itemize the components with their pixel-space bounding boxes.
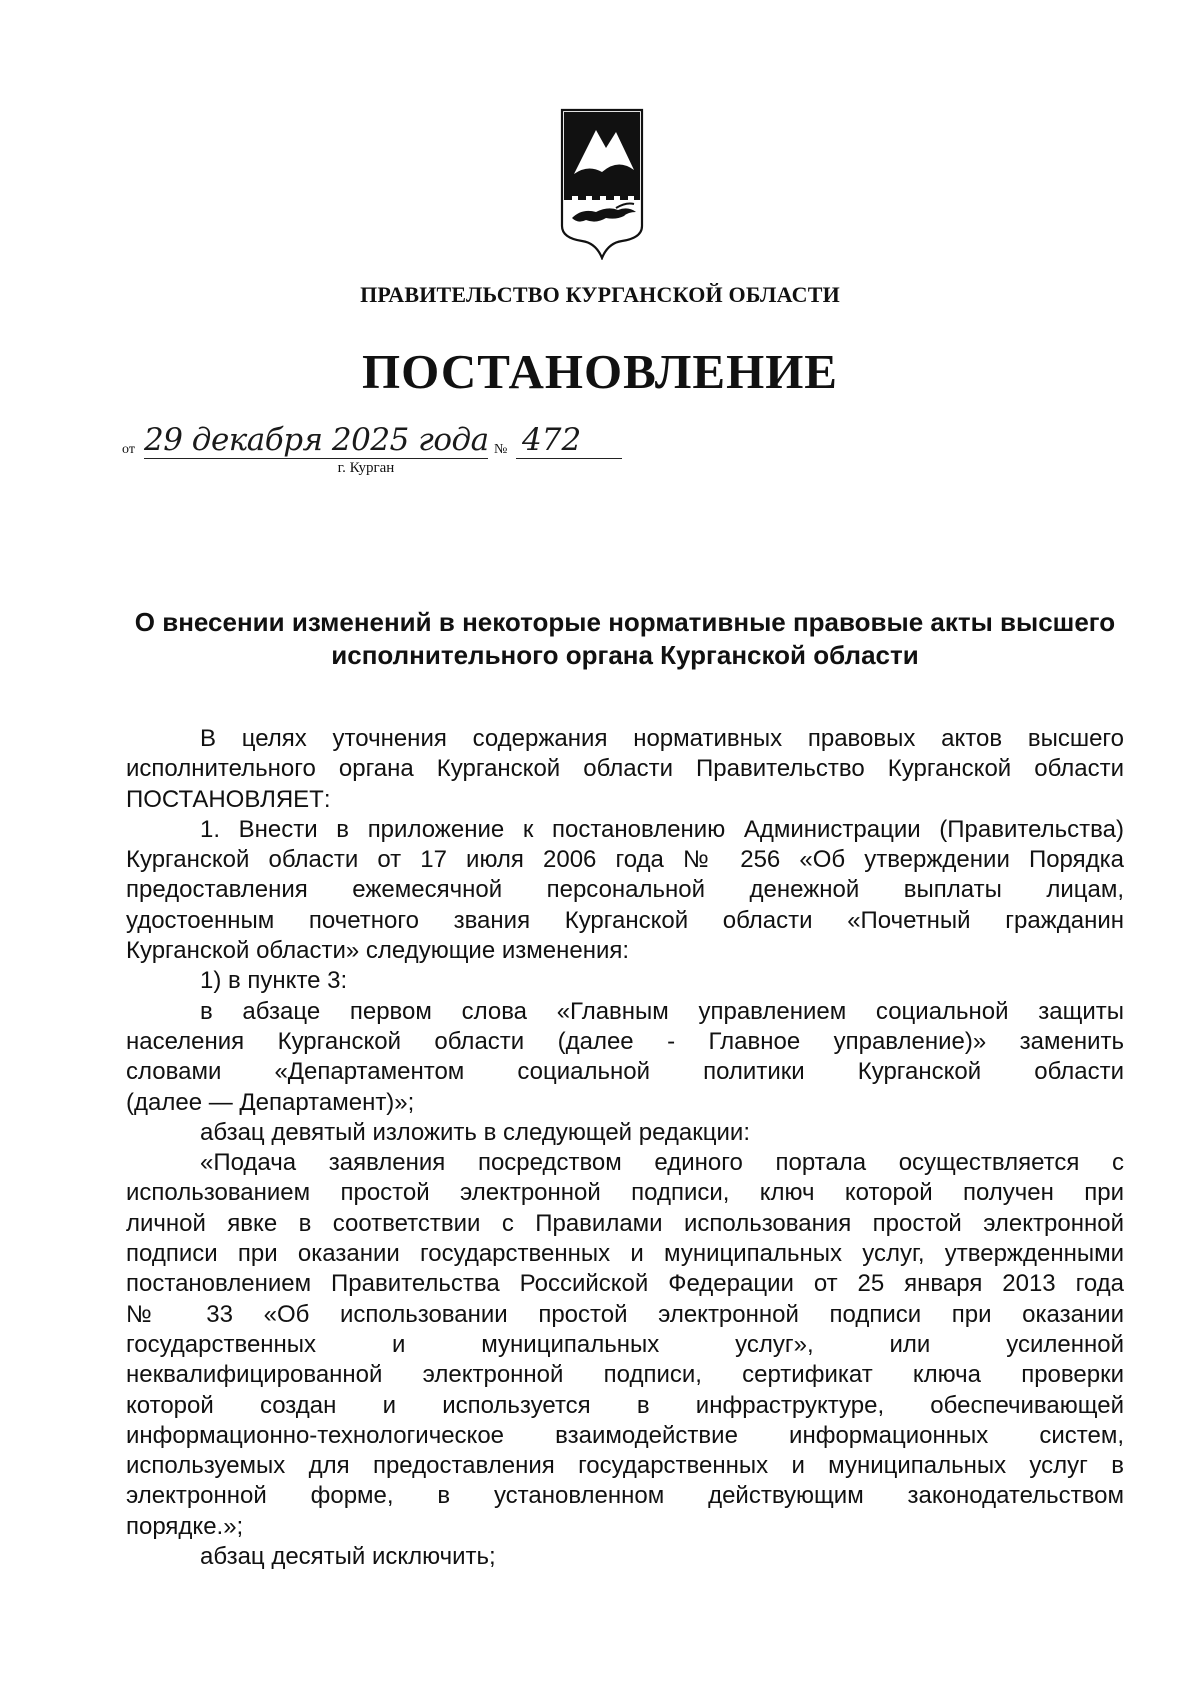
document-date: 29 декабря 2025 года xyxy=(144,422,489,458)
body-line: электронной форме, в установленном действующим законодательством xyxy=(126,1482,1124,1510)
body-line: В целях уточнения содержания нормативных правовых актов высшего xyxy=(200,725,1124,752)
body-line: порядке.»; xyxy=(126,1512,244,1540)
body-line: государственных и муниципальных услуг», или усиленной xyxy=(126,1330,1124,1358)
body-line: личной явке в соответствии с Правилами использования простой электронной xyxy=(126,1209,1124,1237)
body-line: словами «Департаментом социальной политики Курганской области xyxy=(126,1058,1124,1086)
date-underline xyxy=(144,458,488,459)
body-line: населения Курганской области (далее - Главное управление)» заменить xyxy=(126,1027,1124,1055)
body-line: в абзаце первом слова «Главным управлением социальной защиты xyxy=(200,997,1124,1025)
body-line: Курганской области от 17 июля 2006 года № 256 «Об утверждении Порядка xyxy=(126,846,1124,874)
body-line: 1. Внести в приложение к постановлению Администрации (Правительства) xyxy=(200,815,1124,843)
document-subject xyxy=(126,606,1124,672)
document-type: ПОСТАНОВЛЕНИЕ xyxy=(362,344,838,399)
subject-line: О внесении изменений в некоторые нормативные правовые акты высшего xyxy=(134,607,1116,637)
document-body xyxy=(126,724,1124,1572)
body-line: которой создан и используется в инфраструктуре, обеспечивающей xyxy=(126,1391,1124,1419)
document-number: 472 xyxy=(522,422,582,458)
body-line: неквалифицированной электронной подписи, сертификат ключа проверки xyxy=(126,1361,1124,1389)
subject-line: исполнительного органа Курганской области xyxy=(331,640,919,670)
from-label: от xyxy=(122,442,135,457)
coat-of-arms-icon xyxy=(556,108,648,260)
body-line: использованием простой электронной подписи, ключ которой получен при xyxy=(126,1179,1124,1207)
body-line: (далее — Департамент)»; xyxy=(126,1088,415,1116)
body-line: № 33 «Об использовании простой электронной подписи при оказании xyxy=(126,1300,1124,1328)
body-line: удостоенным почетного звания Курганской области «Почетный гражданин xyxy=(126,906,1124,934)
body-line: Курганской области» следующие изменения: xyxy=(126,937,630,965)
body-line: абзац десятый исключить; xyxy=(200,1543,496,1571)
number-underline xyxy=(516,458,622,459)
body-line: подписи при оказании государственных и муниципальных услуг, утвержденными xyxy=(126,1240,1124,1268)
body-line: исполнительного органа Курганской области Правительство Курганской области xyxy=(126,755,1124,783)
body-line: постановлением Правительства Российской Федерации от 25 января 2013 года xyxy=(126,1270,1124,1298)
body-line: «Подача заявления посредством единого портала осуществляется с xyxy=(200,1149,1124,1177)
body-line: предоставления ежемесячной персональной денежной выплаты лицам, xyxy=(126,876,1124,904)
body-line: 1) в пункте 3: xyxy=(200,967,348,995)
body-line: информационно-технологическое взаимодействие информационных систем, xyxy=(126,1421,1124,1449)
city-label: г. Курган xyxy=(337,460,395,476)
number-label: № xyxy=(494,442,508,457)
body-line: используемых для предоставления государственных и муниципальных услуг в xyxy=(126,1452,1124,1480)
organization-name: ПРАВИТЕЛЬСТВО КУРГАНСКОЙ ОБЛАСТИ xyxy=(360,282,840,307)
date-number-line xyxy=(122,422,642,482)
body-line: ПОСТАНОВЛЯЕТ: xyxy=(126,785,331,813)
body-line: абзац девятый изложить в следующей редакции: xyxy=(200,1118,750,1146)
